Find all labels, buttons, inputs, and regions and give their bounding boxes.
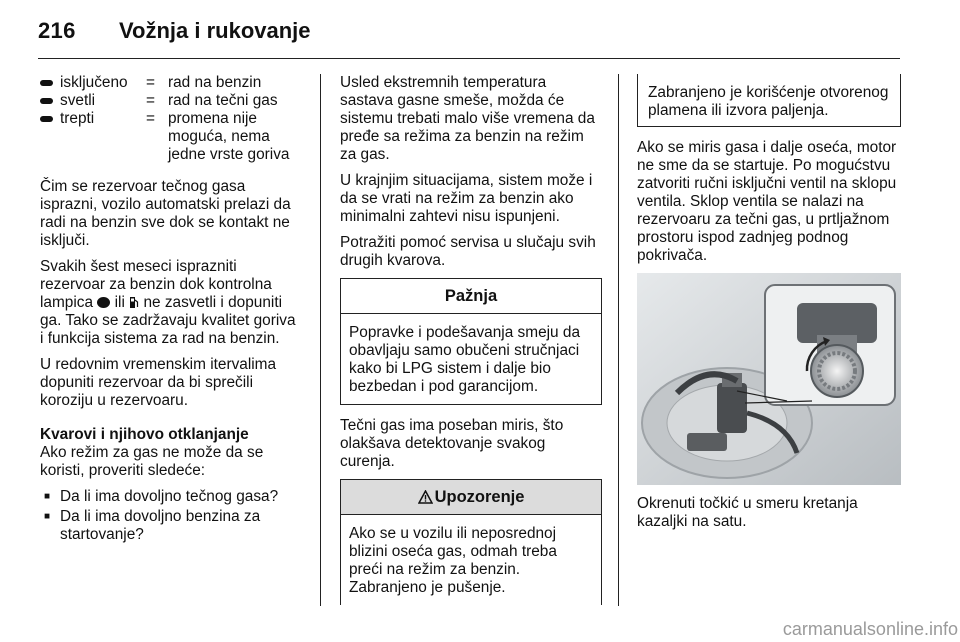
paragraph: U redovnim vremenskim itervalima dopuniti rezervoar da bi sprečili koroziju u rezervoaru. xyxy=(40,356,277,409)
lpg-lamp-icon xyxy=(97,297,110,308)
indicator-row xyxy=(40,74,302,92)
column-2 xyxy=(340,74,602,605)
indicator-meaning: rad na benzin xyxy=(168,74,262,91)
indicator-lamp-icon xyxy=(40,110,54,122)
indicator-lamp-icon xyxy=(40,74,54,86)
indicator-meaning: rad na tečni gas xyxy=(168,92,278,109)
paragraph: Čim se rezervoar tečnog gasa isprazni, vozilo automatski prelazi da radi na benzin sve dok se kontakt ne isključi. xyxy=(40,178,291,249)
column-divider xyxy=(618,74,619,606)
notice-title: Pažnja xyxy=(341,279,601,314)
paragraph: Okrenuti točkić u smeru kretanja kazaljki na satu. xyxy=(637,495,858,530)
list-item xyxy=(40,488,302,506)
paragraph-text: ili xyxy=(114,294,125,311)
chapter-title: Vožnja i rukovanje xyxy=(119,18,311,43)
warning-box xyxy=(340,479,602,605)
watermark: carmanualsonline.info xyxy=(782,619,958,639)
warning-body: Zabranjeno je korišćenje otvorenog plamena ili izvora paljenja. xyxy=(648,84,889,119)
indicator-state: trepti xyxy=(60,110,95,127)
notice-body: Popravke i podešavanja smeju da obavljaju samo obučeni stručnjaci kako bi LPG sistem i dalje bio bezbedan i pod garancijom. xyxy=(349,324,581,395)
paragraph xyxy=(40,258,302,348)
equals-sign: = xyxy=(146,74,155,91)
bullet-square-icon: ■ xyxy=(44,491,51,502)
indicator-row xyxy=(40,92,302,110)
indicator-meaning: promena nije moguća, nema jedne vrste goriva xyxy=(168,110,290,163)
fuel-pump-icon xyxy=(129,296,139,309)
warning-header xyxy=(341,480,601,515)
bullet-square-icon: ■ xyxy=(44,511,51,522)
indicator-table xyxy=(40,74,302,164)
warning-box-continued xyxy=(637,74,901,127)
equals-sign: = xyxy=(146,92,155,109)
paragraph: Ako se miris gasa i dalje oseća, motor ne sme da se startuje. Po mogućstvu zatvoriti ručni isključni ventil na sklopu ventila. Sklop ventila se nalazi na rezervoaru za tečni gas, u prtljažnom prostoru ispod zadnjeg podnog pokrivača. xyxy=(637,139,897,264)
notice-box xyxy=(340,278,602,405)
paragraph: U krajnjim situacijama, sistem može i da se vrati na režim za benzin ako minimalni zahtevi nisu ispunjeni. xyxy=(340,172,593,225)
section-heading: Kvarovi i njihovo otklanjanje xyxy=(40,426,249,443)
paragraph: Ako režim za gas ne može da se koristi, proveriti sledeće: xyxy=(40,444,264,479)
warning-body: Ako se u vozilu ili neposrednoj blizini oseća gas, odmah treba preći na režim za benzin. Zabranjeno je pušenje. xyxy=(349,525,557,596)
indicator-lamp-icon xyxy=(40,92,54,104)
header-divider xyxy=(38,58,900,59)
indicator-state: isključeno xyxy=(60,74,128,91)
valve-illustration xyxy=(637,273,901,485)
equals-sign: = xyxy=(146,110,155,127)
column-divider xyxy=(320,74,321,606)
paragraph: Tečni gas ima poseban miris, što olakšava detektovanje svakog curenja. xyxy=(340,417,564,470)
list-item-text: Da li ima dovoljno benzina za startovanje? xyxy=(60,508,261,543)
paragraph: Usled ekstremnih temperatura sastava gasne smeše, možda će sistemu trebati malo više vremena da pređe sa režima za benzin na režim za gas. xyxy=(340,74,595,163)
indicator-row xyxy=(40,110,302,164)
list-item xyxy=(40,508,302,544)
column-1 xyxy=(40,74,302,546)
paragraph: Potražiti pomoć servisa u slučaju svih drugih kvarova. xyxy=(340,234,596,269)
column-3 xyxy=(637,74,901,539)
warning-title: Upozorenje xyxy=(434,488,525,506)
indicator-state: svetli xyxy=(60,92,96,109)
list-item-text: Da li ima dovoljno tečnog gasa? xyxy=(60,488,279,505)
paragraph-text: ne zasvetli i dopuniti ga. Tako se zadržavaju kvalitet goriva i funkcija sistema za rad na benzin. xyxy=(40,294,296,347)
warning-triangle-icon xyxy=(418,490,433,504)
paragraph-text: Svakih šest meseci isprazniti rezervoar za benzin dok kontrolna lampica xyxy=(40,258,272,311)
page-number: 216 xyxy=(38,18,76,43)
